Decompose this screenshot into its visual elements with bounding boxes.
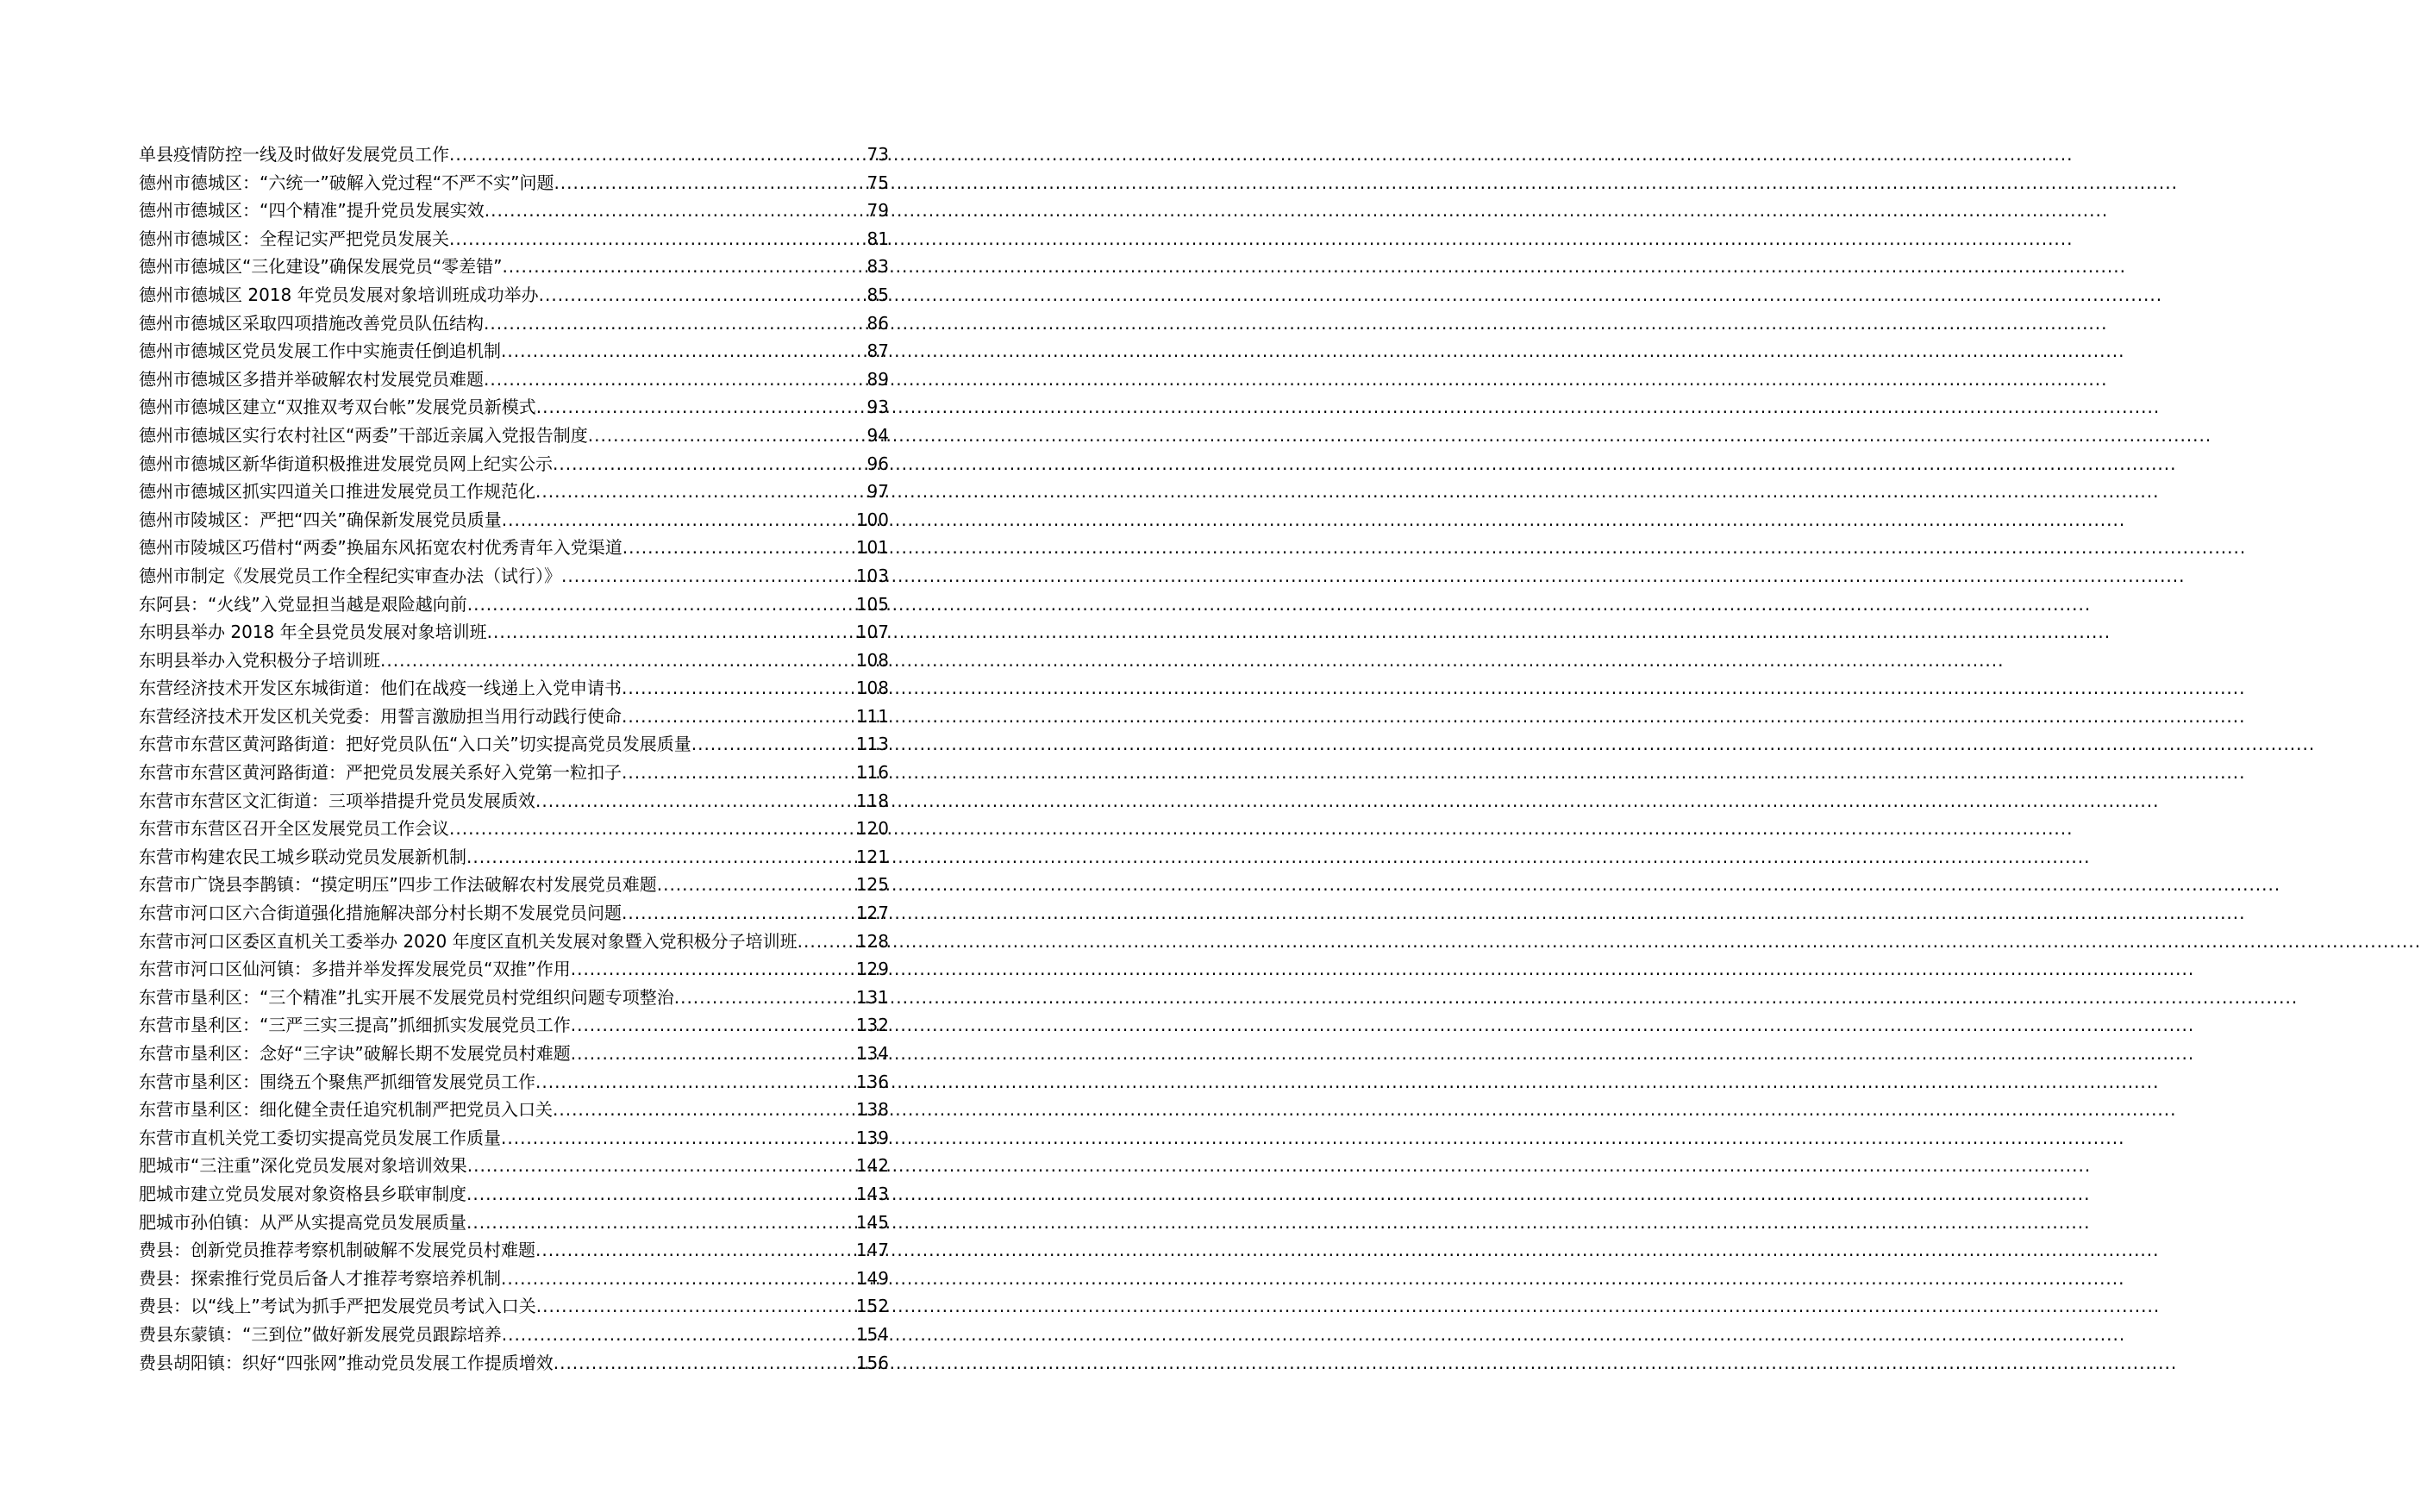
toc-entry-page-number: 129	[855, 959, 889, 980]
toc-entry-title: 东明县举办入党积极分子培训班	[139, 649, 380, 671]
toc-entry-page-number: 85	[866, 284, 889, 305]
toc-dot-leader	[501, 337, 867, 366]
toc-dot-leader	[571, 955, 856, 984]
toc-entry-title: 费县：创新党员推荐考察机制破解不发展党员村难题	[139, 1240, 535, 1261]
toc-entry-page-number: 111	[855, 705, 889, 727]
toc-entry-title: 费县东蒙镇：“三到位”做好新发展党员跟踪培养	[139, 1323, 502, 1345]
toc-entry-page-number: 87	[866, 341, 889, 362]
toc-entry-page-number: 93	[866, 397, 889, 418]
toc-entry-page-number: 121	[855, 846, 889, 867]
toc-dot-leader	[798, 928, 856, 956]
toc-entry-title: 费县：以“线上”考试为抓手严把发展党员考试入口关	[139, 1296, 536, 1317]
toc-entry-page-number: 100	[855, 509, 889, 530]
toc-entry	[139, 506, 889, 534]
toc-entry-title: 东营市东营区黄河路街道：把好党员队伍“入口关”切实提高党员发展质量	[139, 734, 691, 755]
document-page	[0, 0, 1069, 1512]
toc-entry-title: 东阿县：“火线”入党显担当越是艰险越向前	[139, 593, 467, 615]
toc-entry	[139, 1040, 889, 1068]
toc-entry-title: 德州市德城区：全程记实严把党员发展关	[139, 228, 449, 249]
toc-entry-page-number: 139	[855, 1127, 889, 1148]
toc-entry-title: 东营市垦利区：“三严三实三提高”抓细抓实发展党员工作	[139, 1015, 571, 1036]
toc-dot-leader	[622, 534, 856, 562]
toc-dot-leader	[536, 1292, 856, 1321]
toc-entry-title: 东营市河口区六合街道强化措施解决部分村长期不发展党员问题	[139, 903, 622, 924]
toc-entry-title: 东营市河口区仙河镇：多措并举发挥发展党员“双推”作用	[139, 959, 571, 980]
toc-dot-leader	[561, 562, 856, 590]
toc-dot-leader	[487, 618, 856, 647]
toc-entry	[139, 422, 889, 450]
toc-entry-title: 德州市陵城区：严把“四关”确保新发展党员质量	[139, 509, 502, 530]
toc-dot-leader	[501, 1124, 856, 1153]
toc-dot-leader	[484, 366, 867, 394]
toc-entry-page-number: 127	[855, 903, 889, 924]
toc-entry-title: 东营经济技术开发区机关党委：用誓言激励担当用行动践行使命	[139, 705, 622, 727]
toc-entry	[139, 281, 889, 309]
toc-entry-title: 东营市构建农民工城乡联动党员发展新机制	[139, 846, 466, 867]
toc-dot-leader	[449, 225, 867, 253]
toc-entry-title: 德州市德城区：“四个精准”提升党员发展实效	[139, 200, 485, 222]
toc-entry	[139, 1180, 889, 1209]
toc-dot-leader	[657, 871, 856, 899]
toc-entry	[139, 899, 889, 928]
toc-entry-page-number: 149	[855, 1267, 889, 1289]
toc-entry-page-number: 105	[855, 593, 889, 615]
toc-entry	[139, 1321, 889, 1349]
toc-entry-page-number: 132	[855, 1015, 889, 1036]
toc-entry-page-number: 96	[866, 453, 889, 474]
toc-entry	[139, 759, 889, 787]
toc-entry-page-number: 118	[855, 790, 889, 811]
toc-dot-leader	[467, 1152, 856, 1180]
toc-entry-page-number: 94	[866, 424, 889, 446]
toc-entry	[139, 562, 889, 590]
toc-dot-leader	[501, 1265, 856, 1293]
toc-entry	[139, 141, 889, 169]
toc-dot-leader	[449, 141, 867, 169]
toc-dot-leader	[449, 815, 856, 843]
toc-entry-page-number: 108	[855, 649, 889, 671]
toc-entry-page-number: 138	[855, 1099, 889, 1121]
toc-entry-page-number: 152	[855, 1296, 889, 1317]
toc-entry	[139, 393, 889, 422]
toc-entry-page-number: 83	[866, 256, 889, 278]
toc-entry	[139, 1349, 889, 1378]
toc-entry-title: 德州市陵城区巧借村“两委”换届东风拓宽农村优秀青年入党渠道	[139, 537, 622, 559]
toc-entry-page-number: 108	[855, 678, 889, 699]
toc-entry-page-number: 81	[866, 228, 889, 249]
toc-entry	[139, 337, 889, 366]
toc-dot-leader	[467, 590, 856, 619]
toc-dot-leader	[535, 1068, 856, 1097]
toc-entry	[139, 590, 889, 619]
toc-entry-page-number: 134	[855, 1043, 889, 1064]
toc-entry-title: 东营市直机关党工委切实提高党员发展工作质量	[139, 1127, 501, 1148]
toc-entry-page-number: 79	[866, 200, 889, 222]
toc-entry	[139, 450, 889, 478]
toc-entry	[139, 703, 889, 731]
toc-entry	[139, 253, 889, 281]
toc-entry-title: 东营市垦利区：念好“三字诀”破解长期不发展党员村难题	[139, 1043, 571, 1064]
toc-entry	[139, 1265, 889, 1293]
table-of-contents	[139, 141, 889, 1377]
toc-dot-leader	[622, 899, 856, 928]
toc-dot-leader	[466, 843, 856, 872]
toc-dot-leader	[535, 1236, 856, 1265]
toc-entry-page-number: 103	[855, 565, 889, 586]
toc-entry-title: 东营市广饶县李鹊镇：“摸定明压”四步工作法破解农村发展党员难题	[139, 874, 657, 896]
toc-entry-page-number: 128	[855, 930, 889, 952]
toc-entry-title: 费县：探索推行党员后备人才推荐考察培养机制	[139, 1267, 501, 1289]
toc-entry	[139, 1236, 889, 1265]
toc-entry-page-number: 120	[855, 818, 889, 840]
toc-entry	[139, 871, 889, 899]
toc-dot-leader	[622, 703, 856, 731]
toc-entry-title: 东营市东营区文汇街道：三项举措提升党员发展质效	[139, 790, 535, 811]
toc-dot-leader	[571, 1011, 856, 1040]
toc-dot-leader	[466, 1209, 856, 1237]
toc-entry-title: 单县疫情防控一线及时做好发展党员工作	[139, 144, 449, 165]
toc-entry-title: 东明县举办 2018 年全县党员发展对象培训班	[139, 622, 487, 643]
toc-entry-page-number: 125	[855, 874, 889, 896]
toc-entry-title: 费县胡阳镇：织好“四张网”推动党员发展工作提质增效	[139, 1352, 554, 1373]
toc-dot-leader	[622, 674, 856, 703]
toc-entry-page-number: 131	[855, 986, 889, 1008]
toc-entry-page-number: 156	[855, 1352, 889, 1373]
toc-entry	[139, 1292, 889, 1321]
toc-entry-title: 德州市德城区新华街道积极推进发展党员网上纪实公示	[139, 453, 553, 474]
toc-entry-page-number: 147	[855, 1240, 889, 1261]
toc-entry	[139, 1068, 889, 1097]
toc-entry	[139, 225, 889, 253]
toc-entry-page-number: 97	[866, 481, 889, 503]
toc-entry	[139, 1096, 889, 1124]
toc-entry-page-number: 89	[866, 368, 889, 390]
toc-dot-leader	[536, 393, 867, 422]
toc-entry	[139, 1011, 889, 1040]
toc-entry	[139, 984, 889, 1012]
toc-entry-page-number: 154	[855, 1323, 889, 1345]
toc-dot-leader	[466, 1180, 856, 1209]
toc-dot-leader	[554, 1349, 856, 1378]
toc-entry-title: 德州市德城区抓实四道关口推进发展党员工作规范化	[139, 481, 535, 503]
toc-entry-title: 德州市德城区多措并举破解农村发展党员难题	[139, 368, 484, 390]
toc-entry-title: 德州市德城区“三化建设”确保发展党员“零差错”	[139, 256, 503, 278]
toc-dot-leader	[485, 197, 867, 225]
toc-entry-title: 德州市德城区党员发展工作中实施责任倒追机制	[139, 341, 501, 362]
toc-dot-leader	[622, 759, 856, 787]
toc-entry	[139, 647, 889, 675]
toc-entry	[139, 787, 889, 815]
toc-entry	[139, 1152, 889, 1180]
toc-entry	[139, 618, 889, 647]
toc-entry-title: 德州市德城区实行农村社区“两委”干部近亲属入党报告制度	[139, 424, 588, 446]
toc-entry-page-number: 142	[855, 1155, 889, 1177]
toc-entry-title: 东营市河口区委区直机关工委举办 2020 年度区直机关发展对象暨入党积极分子培训班	[139, 930, 798, 952]
toc-entry-title: 德州市德城区建立“双推双考双台帐”发展党员新模式	[139, 397, 536, 418]
toc-entry-page-number: 73	[866, 144, 889, 165]
toc-dot-leader	[535, 478, 867, 506]
toc-dot-leader	[502, 253, 866, 281]
toc-entry-title: 东营市垦利区：细化健全责任追究机制严把党员入口关	[139, 1099, 553, 1121]
toc-entry-title: 德州市德城区：“六统一”破解入党过程“不严不实”问题	[139, 172, 554, 193]
toc-dot-leader	[691, 730, 856, 759]
toc-entry	[139, 1124, 889, 1153]
toc-dot-leader	[380, 647, 856, 675]
toc-entry-page-number: 113	[855, 734, 889, 755]
toc-entry-title: 东营市垦利区：“三个精准”扎实开展不发展党员村党组织问题专项整治	[139, 986, 674, 1008]
toc-dot-leader	[553, 450, 867, 478]
toc-entry-page-number: 143	[855, 1183, 889, 1204]
toc-entry-page-number: 75	[866, 172, 889, 193]
toc-entry-title: 东营市垦利区：围绕五个聚焦严抓细管发展党员工作	[139, 1071, 535, 1092]
toc-entry-page-number: 145	[855, 1211, 889, 1233]
toc-dot-leader	[674, 984, 856, 1012]
toc-entry	[139, 1209, 889, 1237]
toc-entry-page-number: 101	[855, 537, 889, 559]
toc-entry	[139, 169, 889, 197]
toc-entry-title: 东营市东营区召开全区发展党员工作会议	[139, 818, 449, 840]
toc-dot-leader	[502, 1321, 856, 1349]
toc-entry	[139, 366, 889, 394]
toc-entry-title: 肥城市孙伯镇：从严从实提高党员发展质量	[139, 1211, 466, 1233]
toc-dot-leader	[539, 281, 867, 309]
toc-entry	[139, 197, 889, 225]
toc-entry-title: 东营市东营区黄河路街道：严把党员发展关系好入党第一粒扣子	[139, 762, 622, 784]
toc-entry-page-number: 136	[855, 1071, 889, 1092]
toc-entry-title: 德州市德城区 2018 年党员发展对象培训班成功举办	[139, 284, 539, 305]
toc-entry-page-number: 107	[855, 622, 889, 643]
toc-entry	[139, 309, 889, 338]
toc-entry	[139, 815, 889, 843]
toc-dot-leader	[502, 506, 856, 534]
toc-entry	[139, 928, 889, 956]
toc-entry-title: 肥城市建立党员发展对象资格县乡联审制度	[139, 1183, 466, 1204]
toc-dot-leader	[484, 309, 867, 338]
toc-dot-leader	[588, 422, 867, 450]
toc-entry-page-number: 86	[866, 312, 889, 334]
toc-entry	[139, 955, 889, 984]
toc-dot-leader	[571, 1040, 856, 1068]
toc-entry-title: 肥城市“三注重”深化党员发展对象培训效果	[139, 1155, 467, 1177]
toc-entry-title: 德州市德城区采取四项措施改善党员队伍结构	[139, 312, 484, 334]
toc-entry	[139, 730, 889, 759]
toc-dot-leader	[553, 1096, 856, 1124]
toc-dot-leader	[535, 787, 856, 815]
toc-entry-page-number: 116	[855, 762, 889, 784]
toc-entry-title: 德州市制定《发展党员工作全程纪实审查办法（试行）》	[139, 565, 561, 586]
toc-entry	[139, 674, 889, 703]
toc-entry	[139, 534, 889, 562]
toc-entry-title: 东营经济技术开发区东城街道：他们在战疫一线递上入党申请书	[139, 678, 622, 699]
toc-entry	[139, 843, 889, 872]
toc-dot-leader	[554, 169, 866, 197]
toc-entry	[139, 478, 889, 506]
